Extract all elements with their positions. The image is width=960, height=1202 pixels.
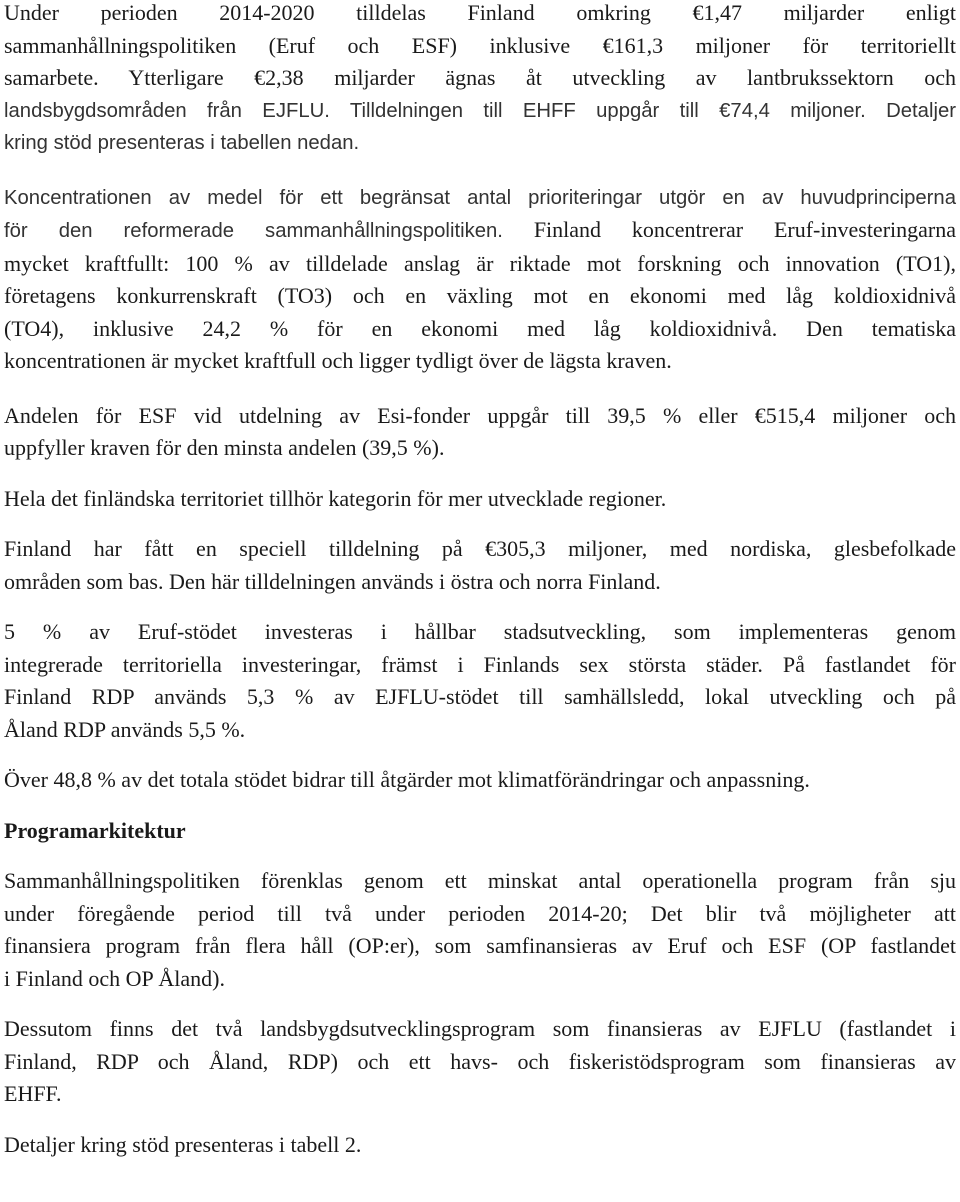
text-line: Finland, RDP och Åland, RDP) och ett havs- och fiskeristödsprogram som finansieras av (4, 1048, 956, 1074)
paragraph-climate-share (4, 764, 956, 797)
paragraph-special-allocation (4, 533, 956, 598)
text-line: företagens konkurrenskraft (TO3) och en växling mot en ekonomi med låg koldioxidnivå (4, 283, 956, 308)
text-line: 5 % av Eruf-stödet investeras i hållbar stadsutveckling, som implementeras genom (4, 619, 956, 644)
paragraph-thematic-concentration (4, 182, 956, 378)
text-line: Åland RDP används 5,5 %. (4, 716, 246, 742)
text-line: finansiera program från flera håll (OP:er), som samfinansieras av Eruf och ESF (OP fastlandet (4, 933, 956, 958)
text-line: Under perioden 2014-2020 tilldelas Finland omkring €1,47 miljarder enligt (4, 0, 956, 25)
text-line: Sammanhållningspolitiken förenklas genom ett minskat antal operationella program från sju (4, 868, 956, 893)
paragraph-region-category (4, 483, 956, 516)
paragraph-operational-programs (4, 865, 956, 995)
document-page (4, 0, 956, 1161)
text-line: sammanhållningspolitiken (Eruf och ESF) inklusive €161,3 miljoner för territoriellt (4, 32, 956, 58)
text-line: Andelen för ESF vid utdelning av Esi-fonder uppgår till 39,5 % eller €515,4 miljoner och (4, 402, 956, 428)
text-line: Finland RDP används 5,3 % av EJFLU-stödet till samhällsledd, lokal utveckling och på (4, 684, 956, 709)
text-line: integrerade territoriella investeringar, främst i Finlands sex största städer. På fastlandet för (4, 651, 956, 677)
text-line (4, 214, 956, 248)
text-line: samarbete. Ytterligare €2,38 miljarder ägnas åt utveckling av lantbrukssektorn och (4, 65, 956, 90)
paragraph-esf-share (4, 400, 956, 465)
text-line: Dessutom finns det två landsbygdsutvecklingsprogram som finansieras av EJFLU (fastlandet i (4, 1016, 956, 1041)
text-line: Koncentrationen av medel för ett begränsat antal prioriteringar utgör en av huvudprinciperna (4, 186, 956, 209)
text-line: Hela det finländska territoriet tillhör kategorin för mer utvecklade regioner. (4, 485, 667, 511)
text-line: Finland har fått en speciell tilldelning på €305,3 miljoner, med nordiska, glesbefolkade (4, 536, 956, 561)
paragraph-table-reference (4, 1129, 956, 1162)
text-line: Över 48,8 % av det totala stödet bidrar till åtgärder mot klimatförändringar och anpassning. (4, 767, 810, 792)
text-line: under föregående period till två under perioden 2014-20; Det blir två möjligheter att (4, 900, 956, 926)
text-segment: Finland koncentrerar Eruf-investeringarna (533, 217, 956, 242)
text-line: uppfyller kraven för den minsta andelen (39,5 %). (4, 435, 445, 460)
section-heading: Programarkitektur (4, 817, 186, 843)
text-line: koncentrationen är mycket kraftfull och ligger tydligt över de lägsta kraven. (4, 348, 672, 373)
text-line: (TO4), inklusive 24,2 % för en ekonomi med låg koldioxidnivå. Den tematiska (4, 315, 956, 341)
text-line: EHFF. (4, 1081, 62, 1106)
text-line: områden som bas. Den här tilldelningen används i östra och norra Finland. (4, 568, 661, 594)
text-line: mycket kraftfullt: 100 % av tilldelade anslag är riktade mot forskning och innovation (TO1), (4, 250, 956, 276)
paragraph-funding-overview (4, 0, 956, 160)
text-line: kring stöd presenteras i tabellen nedan. (4, 132, 360, 154)
text-segment: för den reformerade sammanhållningspolitiken. (4, 220, 503, 242)
text-line: landsbygdsområden från EJFLU. Tilldelningen till EHFF uppgår till €74,4 miljoner. Detaljer (4, 99, 956, 122)
paragraph-rural-programs (4, 1013, 956, 1111)
text-line: i Finland och OP Åland). (4, 965, 225, 991)
paragraph-urban-development (4, 616, 956, 746)
text-line: Detaljer kring stöd presenteras i tabell 2. (4, 1131, 362, 1157)
